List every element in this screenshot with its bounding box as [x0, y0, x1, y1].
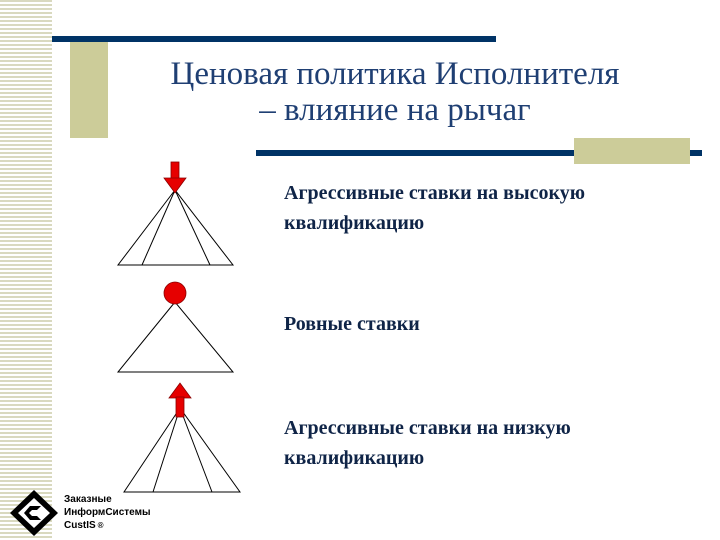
red-circle-icon [164, 282, 186, 304]
company-logo-text [64, 493, 151, 532]
triangle-high-qualification [118, 162, 233, 265]
label-aggressive-low-line-2: квалификацию [284, 447, 425, 469]
up-arrow-icon [169, 383, 191, 417]
label-even-rates [284, 309, 704, 339]
slide-title-line-2: – влияние на рычаг [259, 92, 531, 128]
custis-logo-icon [10, 490, 58, 536]
triangle-even-rates [118, 282, 233, 372]
registered-mark: ® [97, 521, 104, 530]
logo-line-2: ИнформСистемы [64, 507, 151, 518]
label-aggressive-low [284, 413, 704, 473]
label-even-rates-line-1: Ровные ставки [284, 313, 420, 335]
label-aggressive-low-line-1: Агрессивные ставки на низкую [284, 417, 571, 439]
label-aggressive-high [284, 178, 704, 238]
logo-brand: CustIS [64, 520, 96, 531]
logo-line-3 [64, 519, 151, 532]
down-arrow-icon [164, 162, 186, 193]
triangle-low-qualification [124, 383, 240, 492]
label-aggressive-high-line-2: квалификацию [284, 212, 425, 234]
label-aggressive-high-line-1: Агрессивные ставки на высокую [284, 182, 585, 204]
slide-title-line-1: Ценовая политика Исполнителя [170, 56, 620, 92]
logo-line-1: Заказные [64, 494, 112, 505]
